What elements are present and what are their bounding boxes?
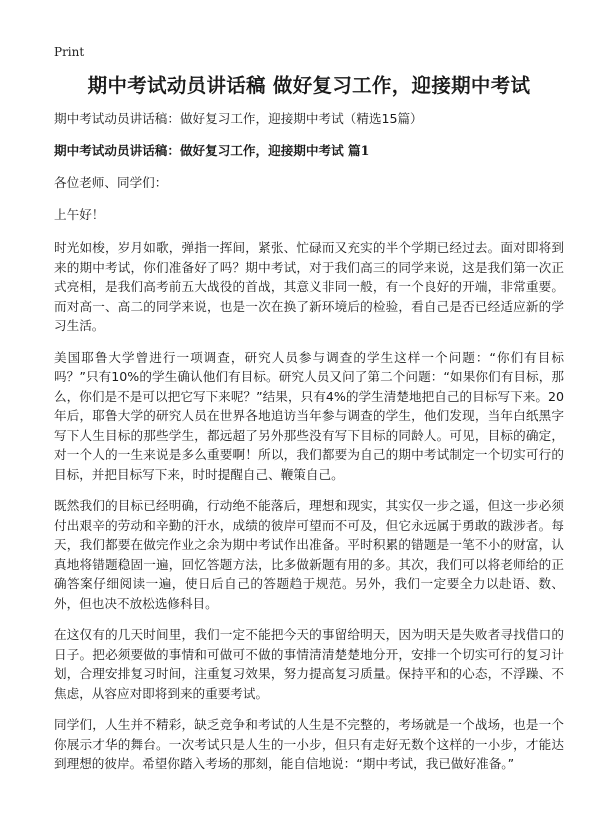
paragraph-4: 在这仅有的几天时间里，我们一定不能把今天的事留给明天，因为明天是失败者寻找借口的日子。把必须要做的事情和可做可不做的事情清清楚楚地分开，安排一个切实可行的复习计划，合理安排复习时间，注重复习效果，努力提高复习质量。保持平和的心态，不浮躁、不焦虑，从容应对即将到来的重要考试。: [54, 627, 564, 701]
paragraph-1: 时光如梭，岁月如歌，弹指一挥间，紧张、忙碌而又充实的半个学期已经过去。面对即将到来的期中考试，你们准备好了吗？期中考试，对于我们高三的同学来说，这是我们第一次正式亮相，是我们高考前五大战役的首战，其意义非同一般，有一个良好的开端，非常重要。而对高一、高二的同学来说，也是一次在换了新环境后的检验，看自己是否已经适应新的学习生活。: [54, 240, 564, 333]
print-link[interactable]: Print: [54, 45, 85, 59]
greeting-audience: 各位老师、同学们：: [54, 175, 168, 190]
document-title: 期中考试动员讲话稿 做好复习工作，迎接期中考试: [87, 74, 531, 97]
section-heading: 期中考试动员讲话稿：做好复习工作，迎接期中考试 篇1: [54, 143, 370, 158]
paragraph-2: 美国耶鲁大学曾进行一项调查，研究人员参与调查的学生这样一个问题：“你们有目标吗？”只有10%的学生确认他们有目标。研究人员又问了第二个问题：“如果你们有目标，那么，你们是不是可以把它写下来呢？”结果，只有4%的学生清楚地把自己的目标写下来。20年后，耶鲁大学的研究人员在世界各地追访当年参与调查的学生，他们发现，当年白纸黑字写下人生目标的那些学生，都远超了另外那些没有写下目标的同龄人。可见，目标的确定，对一个人的一生来说是多么重要啊！所以，我们都要为自己的期中考试制定一个切实可行的目标，并把目标写下来，时时提醒自己、鞭策自己。: [54, 349, 564, 482]
paragraph-5: 同学们，人生并不精彩，缺乏竞争和考试的人生是不完整的，考场就是一个战场，也是一个你展示才华的舞台。一次考试只是人生的一小步，但只有走好无数个这样的一小步，才能达到理想的彼岸。希望你踏入考场的那刻，能自信地说：“期中考试，我已做好准备。”: [54, 717, 564, 771]
paragraph-3: 既然我们的目标已经明确，行动绝不能落后，理想和现实，其实仅一步之遥，但这一步必须付出艰辛的劳动和辛勤的汗水，成绩的彼岸可望而不可及，但它永远属于勇敢的跋涉者。每天，我们都要在做完作业之余为期中考试作出准备。平时积累的错题是一笔不小的财富，认真地将错题稳固一遍，回忆答题方法，比多做新题有用的多。其次，我们可以将老师给的正确答案仔细阅读一遍，使日后自己的答题趋于规范。另外，我们一定要全力以赴语、数、外，但也决不放松选修科目。: [54, 498, 564, 611]
document-subtitle: 期中考试动员讲话稿：做好复习工作，迎接期中考试（精选15篇）: [54, 111, 423, 126]
greeting-morning: 上午好！: [54, 207, 105, 222]
